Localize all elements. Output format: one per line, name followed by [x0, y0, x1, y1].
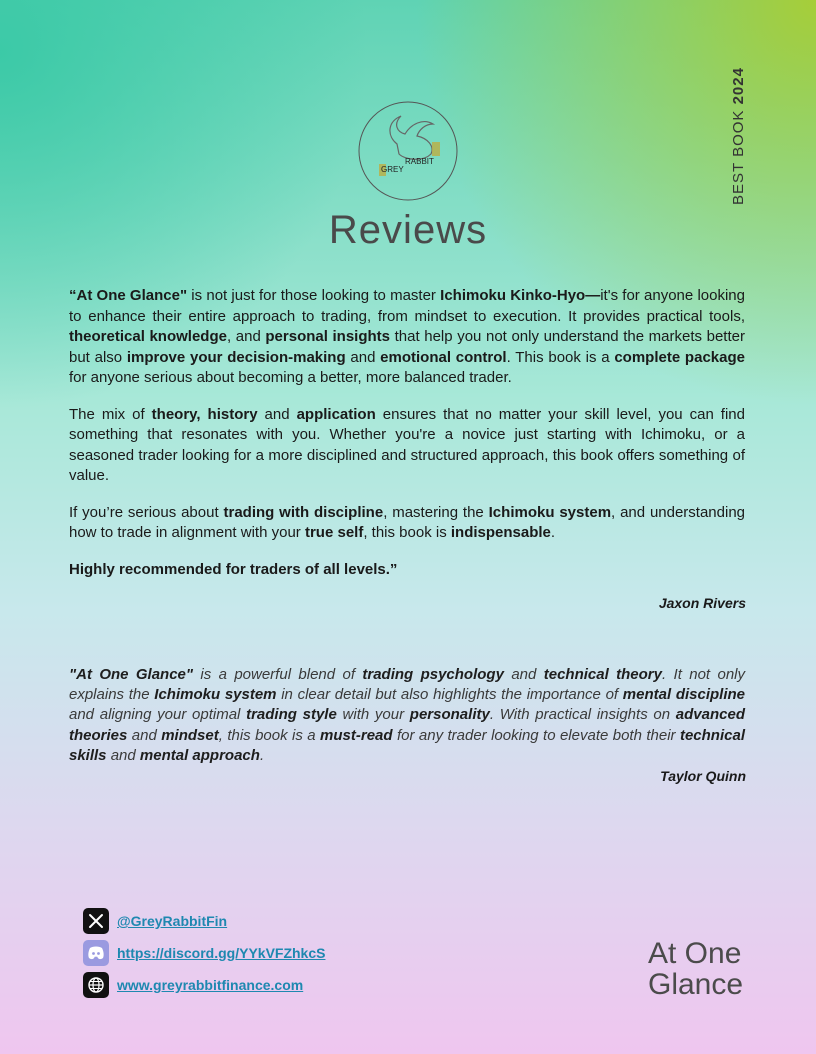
rabbit-icon	[390, 116, 433, 159]
x-link[interactable]: @GreyRabbitFin	[117, 913, 228, 929]
body-text: it's for anyone looking to enhance their entire approach to trading, from mindset to execution. It provides practical tools,	[69, 287, 745, 325]
emphasis-text: technical theory	[543, 666, 662, 683]
body-text: . With practical insights on	[489, 706, 676, 724]
body-text: , this book is	[363, 524, 451, 541]
review2-author: Taylor Quinn	[660, 768, 746, 784]
body-text: . This book is a	[506, 348, 615, 366]
discord-link[interactable]: https://discord.gg/YYkVFZhkcS	[117, 945, 326, 961]
emphasis-text: true self	[304, 524, 364, 541]
logo-word-rabbit: RABBIT	[405, 157, 434, 166]
body-text: for anyone serious about becoming a better, more balanced trader.	[69, 369, 512, 386]
review1-paragraph-3	[69, 503, 745, 544]
discord-link-row	[83, 937, 325, 969]
body-text: ensures that no matter your skill level, you can find something that resonates with you. Whether you're a novice just starting with Ichimoku, or a seasoned trader looking for a more disciplined and structured approach, this book offers something of value.	[69, 405, 745, 484]
body-text: .	[259, 746, 265, 764]
grey-rabbit-logo	[357, 100, 459, 202]
body-text: If you’re serious about	[69, 503, 224, 521]
brand-line-1: At One	[648, 937, 742, 970]
website-link[interactable]: www.greyrabbitfinance.com	[117, 977, 304, 993]
body-text: The mix of	[69, 405, 152, 423]
body-text: and	[503, 666, 544, 683]
emphasis-text: application	[296, 405, 376, 423]
brand-line-2: Glance	[648, 968, 744, 1001]
body-text: in clear detail but also highlights the importance of	[276, 686, 623, 704]
emphasis-text: emotional control	[380, 348, 507, 366]
emphasis-text: must-read	[320, 726, 393, 744]
x-link-row	[83, 905, 325, 937]
emphasis-text: mindset	[161, 726, 219, 744]
brand-wordmark	[648, 938, 743, 1000]
emphasis-text: Ichimoku system	[488, 503, 612, 521]
body-text: . It not only explains the	[69, 666, 745, 704]
body-text: and aligning your optimal	[69, 706, 247, 724]
globe-icon	[83, 972, 109, 998]
review1-author: Jaxon Rivers	[658, 595, 746, 611]
body-text: , and understanding how to trade in alignment with your	[69, 503, 746, 541]
best-book-badge	[730, 67, 747, 205]
emphasis-text: technical skills	[69, 726, 745, 764]
body-text: , and	[226, 328, 266, 345]
body-text: is not just for those looking to master	[187, 287, 441, 304]
emphasis-text: Ichimoku Kinko-Hyo—	[440, 287, 601, 304]
body-text: and	[106, 746, 140, 764]
review1-paragraph-1	[69, 286, 745, 389]
body-text: with your	[336, 706, 410, 724]
body-text: and	[345, 348, 381, 366]
emphasis-text: Ichimoku system	[154, 686, 277, 704]
body-text: , this book is a	[218, 726, 321, 744]
emphasis-text: trading style	[246, 706, 337, 724]
emphasis-text: theoretical knowledge	[69, 328, 227, 345]
body-text: and	[257, 405, 297, 423]
badge-prefix: BEST BOOK	[730, 109, 747, 205]
discord-icon	[83, 940, 109, 966]
review-taylor	[69, 665, 745, 766]
review-jaxon	[69, 286, 745, 596]
body-text: .	[550, 524, 556, 541]
review1-paragraph-4	[69, 560, 745, 581]
emphasis-text: indispensable	[450, 524, 551, 541]
emphasis-text: “At One Glance"	[69, 287, 188, 304]
emphasis-text: Highly recommended for traders of all levels.”	[69, 560, 398, 578]
emphasis-text: improve your decision-making	[126, 348, 346, 366]
emphasis-text: complete package	[614, 348, 745, 366]
emphasis-text: personal insights	[265, 328, 391, 345]
x-logo-icon	[83, 908, 109, 934]
page-title: Reviews	[328, 208, 488, 252]
emphasis-text: mental discipline	[622, 686, 746, 704]
emphasis-text: advanced theories	[69, 706, 745, 744]
badge-year: 2024	[730, 67, 747, 105]
emphasis-text: theory, history	[151, 405, 258, 423]
emphasis-text: "At One Glance"	[69, 666, 194, 683]
social-links	[83, 905, 325, 1001]
emphasis-text: trading with discipline	[223, 503, 384, 521]
body-text: is a powerful blend of	[193, 666, 363, 683]
web-link-row	[83, 969, 325, 1001]
logo-word-grey: GREY	[381, 165, 404, 174]
emphasis-text: trading psychology	[362, 666, 504, 683]
body-text: , mastering the	[383, 503, 489, 521]
emphasis-text: mental approach	[139, 746, 260, 764]
emphasis-text: personality	[409, 706, 490, 724]
body-text: that help you not only understand the markets better but also	[69, 328, 745, 366]
review1-paragraph-2	[69, 405, 745, 487]
body-text: for any trader looking to elevate both their	[392, 726, 680, 744]
body-text: and	[127, 726, 162, 744]
